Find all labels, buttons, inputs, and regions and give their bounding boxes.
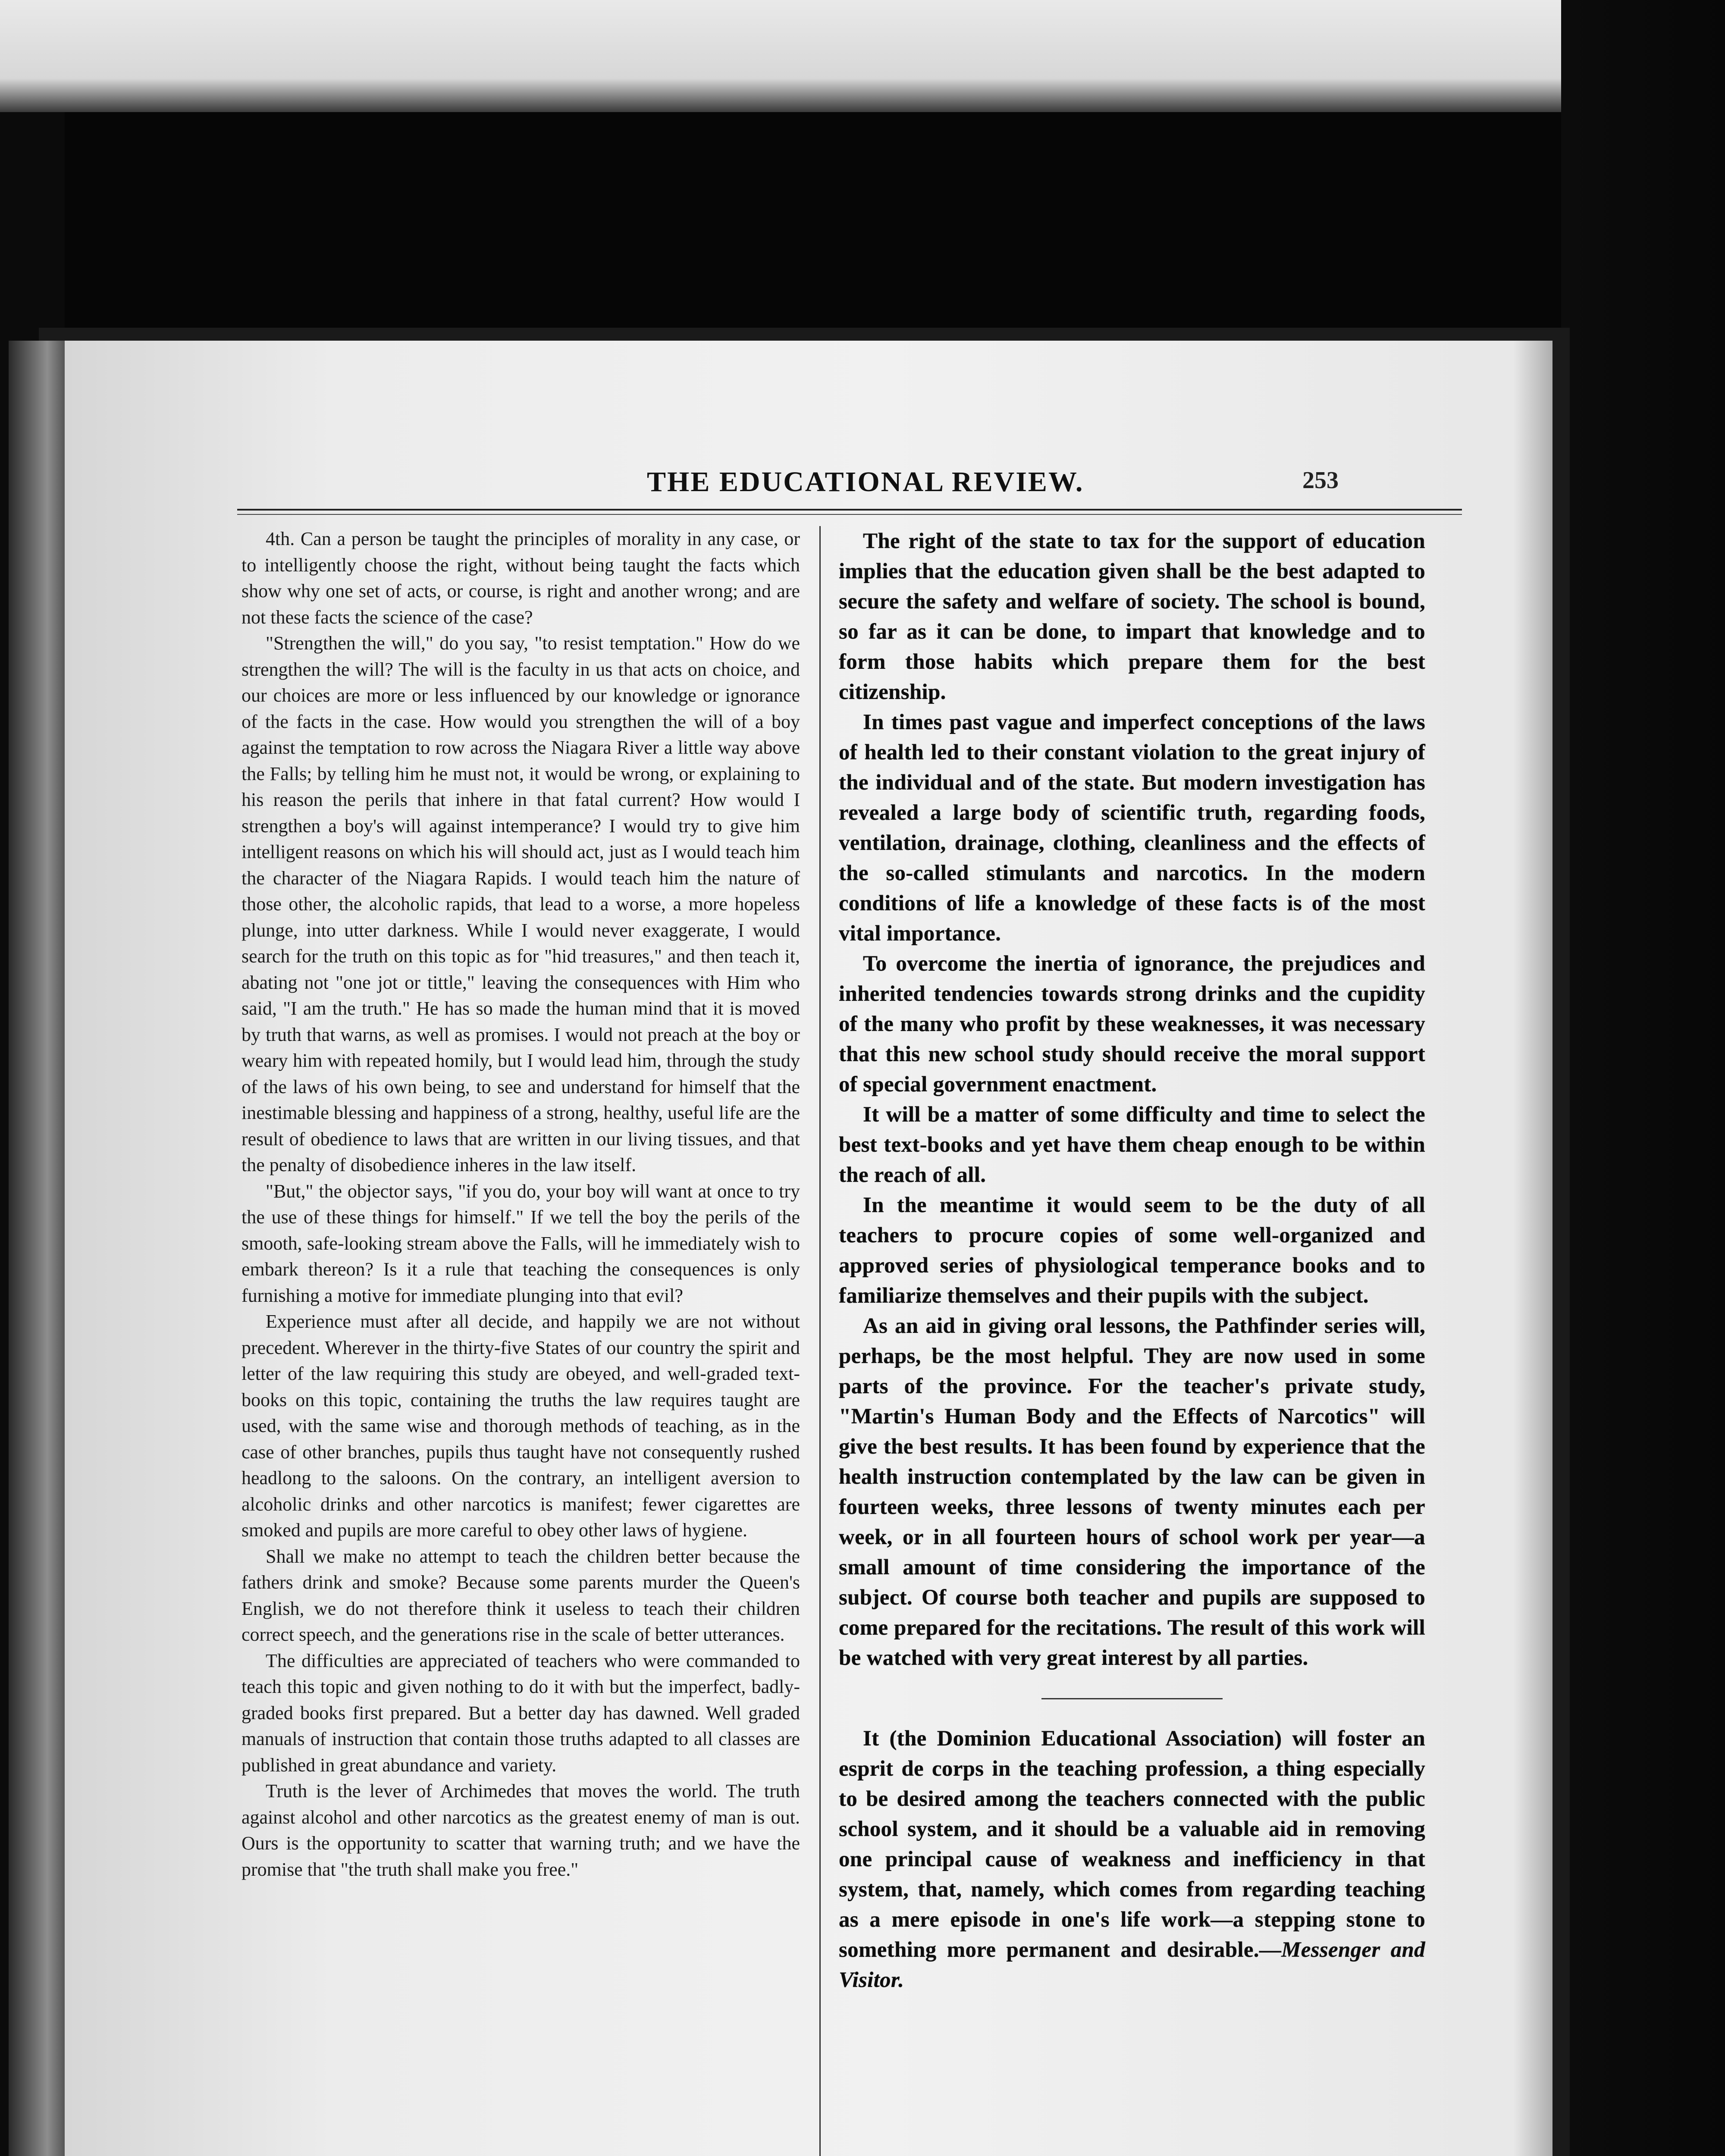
header-rule [237,509,1462,511]
paragraph: "Strengthen the will," do you say, "to resist temptation." How do we strengthen the will? The will is the faculty in us that acts on choice, and our choices are more or less influenced by our knowledge or ignorance of the facts in the case. How would you strengthen the will of a boy against the temptation to row across the Niagara River a little way above the Falls; by telling him he must not, it would be wrong, or explaining to his reason the perils that inhere in that fatal current? How would I strengthen a boy's will against intemperance? I would try to give him intelligent reasons on which his will should act, just as I would teach him the character of the Niagara Rapids. I would teach him the nature of those other, the alcoholic rapids, that lead to a worse, a more hopeless plunge, into utter darkness. While I would never exaggerate, I would search for the truth on this topic as for "hid treasures," and then teach it, abating not "one jot or tittle," leaving the consequences with Him who said, "I am the truth." He has so made the human mind that it is moved by truth that warns, as well as promises. I would not preach at the boy or weary him with repeated homily, but I would lead him, through the study of the laws of his own being, to see and understand for himself that the inestimable blessing and happiness of a strong, healthy, useful life are the result of obedience to laws that are written in our living tissues, and that the penalty of disobedience inheres in the law itself. [242,633,800,1175]
paragraph: Shall we make no attempt to teach the children better because the fathers drink and smoke? Because some parents murder the Queen's English, we do not therefore think it useless to teach their children correct speech, and the generations rise in the scale of better utterances. [242,1545,800,1645]
paragraph: The difficulties are appreciated of teachers who were commanded to teach this topic and given nothing to do it with but the imperfect, badly-graded books first prepared. But a better day has dawned. Well graded manuals of instruction that contain those truths adapted to all classes are published in great abundance and variety. [242,1650,800,1776]
journal-page [65,341,1552,2156]
right-column [839,526,1425,1995]
paragraph: The right of the state to tax for the support of education implies that the education given shall be the best adapted to secure the safety and welfare of society. The school is bound, so far as it can be done, to impart that knowledge and to form those habits which prepare them for the best citizenship. [839,529,1425,704]
section-rule [1041,1698,1223,1699]
quote-source: Messenger and Visitor. [839,1938,1425,1992]
running-head: THE EDUCATIONAL REVIEW. [647,466,1084,498]
paragraph: Experience must after all decide, and happily we are not without precedent. Wherever in the thirty-five States of our country the spirit and letter of the law requiring this study are obeyed, and well-graded text-books on this topic, containing the truths the law requires taught are used, with the same wise and thorough methods of teaching, as in the case of other branches, pupils thus taught have not consequently rushed headlong to the saloons. On the contrary, an intelligent aversion to alcoholic drinks and other narcotics is manifest; fewer cigarettes are smoked and pupils are more careful to obey other laws of hygiene. [242,1311,800,1541]
facing-page-edge [9,341,73,2156]
paragraph: It will be a matter of some difficulty and time to select the best text-books and yet have them cheap enough to be within the reach of all. [839,1103,1425,1187]
paragraph: Truth is the lever of Archimedes that moves the world. The truth against alcohol and other narcotics as the greatest enemy of man is out. Ours is the opportunity to scatter that warning truth; and we have the promise that "the truth shall make you free." [242,1780,800,1880]
paragraph: As an aid in giving oral lessons, the Pathfinder series will, perhaps, be the most helpful. They are now used in some parts of the province. For the teacher's private study, "Martin's Human Body and the Effects of Narcotics" will give the best results. It has been found by experience that the health instruction contemplated by the law can be given in fourteen weeks, three lessons of twenty minutes each per week, or in all fourteen hours of school work per year—a small amount of time considering the importance of the subject. Of course both teacher and pupils are supposed to come prepared for the recitations. The result of this work will be watched with very great interest by all parties. [839,1314,1425,1670]
paragraph: To overcome the inertia of ignorance, the prejudices and inherited tendencies towards strong drinks and the cupidity of the many who profit by these weaknesses, it was necessary that this new school study should receive the moral support of special government enactment. [839,952,1425,1097]
left-column [242,526,800,1883]
page-number: 253 [1302,467,1339,494]
header-rule-thin [237,514,1462,515]
column-divider [819,526,821,2156]
paragraph: 4th. Can a person be taught the principles of morality in any case, or to intelligently choose the right, without being taught the facts which show why one set of acts, or course, is right and another wrong; and are not these facts the science of the case? [242,528,800,628]
paragraph: In times past vague and imperfect conceptions of the laws of health led to their constant violation to the great injury of the individual and of the state. But modern investigation has revealed a large body of scientific truth, regarding foods, ventilation, drainage, clothing, cleanliness and the effects of the so-called stimulants and narcotics. In the modern conditions of life a knowledge of these facts is of the most vital importance. [839,710,1425,946]
paragraph: In the meantime it would seem to be the duty of all teachers to procure copies of some well-organized and approved series of physiological temperance books and to familiarize themselves and their pupils with the subject. [839,1193,1425,1308]
scan-frame-right [1561,0,1725,2156]
quoted-excerpt [839,1724,1425,1995]
scan-background-top [0,0,1725,112]
quote-text: It (the Dominion Educational Association) will foster an esprit de corps in the teaching profession, a thing especially to be desired among the teachers connected with the public school system, and it should be a valuable aid in removing one principal cause of weakness and inefficiency in that system, that, namely, which comes from regarding teaching as a mere episode in one's life work—a stepping stone to something more permanent and desirable.— [839,1727,1425,1962]
paragraph: "But," the objector says, "if you do, your boy will want at once to try the use of these things for himself." If we tell the boy the perils of the smooth, safe-looking stream above the Falls, will he immediately wish to embark thereon? Is it a rule that teaching the consequences is only furnishing a motive for immediate plunging into that evil? [242,1180,800,1306]
